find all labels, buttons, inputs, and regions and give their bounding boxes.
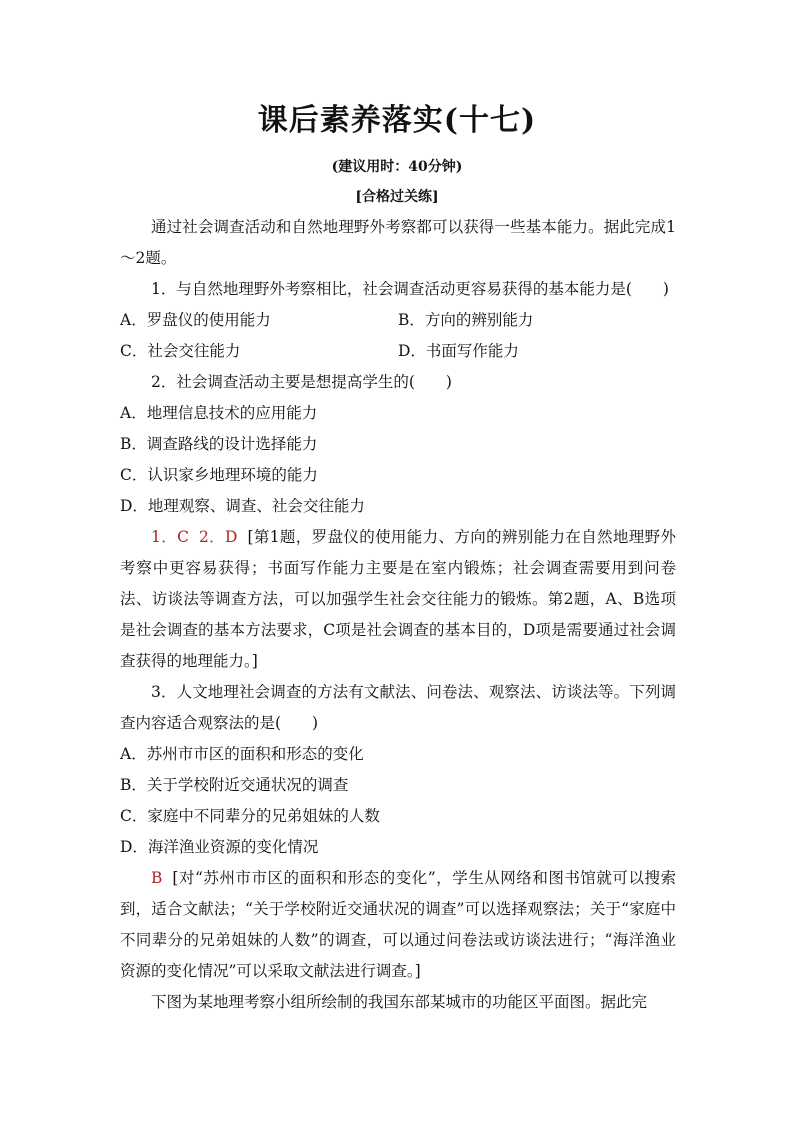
question-1-option-c: C．社会交往能力 (120, 342, 241, 360)
question-2-stem: 2．社会调查活动主要是想提高学生的( ) (151, 373, 452, 391)
passage-intro-1: 通过社会调查活动和自然地理野外考察都可以获得一些基本能力。据此完成1～2题。 (120, 218, 676, 267)
answer-key-q3: B (151, 869, 163, 887)
passage-intro-2: 下图为某地理考察小组所绘制的我国东部某城市的功能区平面图。据此完 (151, 993, 648, 1011)
question-3-option-b: B．关于学校附近交通状况的调查 (120, 776, 349, 794)
question-1-options-row-1 (120, 305, 676, 336)
question-1-stem: 1．与自然地理野外考察相比，社会调查活动更容易获得的基本能力是( ) (151, 280, 669, 298)
answer-key-q1: 1．C (151, 528, 189, 546)
question-3-stem: 3．人文地理社会调查的方法有文献法、问卷法、观察法、访谈法等。下列调查内容适合观察法的是( ) (120, 683, 676, 732)
question-2-option-d: D．地理观察、调查、社会交往能力 (120, 497, 365, 515)
page-title: 课后素养落实(十七) (257, 103, 537, 138)
answer-explanation-1-2 (120, 522, 676, 677)
content-body (120, 212, 676, 1018)
question-3-option-d: D．海洋渔业资源的变化情况 (120, 838, 319, 856)
question-1-option-d: D．书面写作能力 (398, 342, 519, 360)
question-2-option-c: C．认识家乡地理环境的能力 (120, 466, 318, 484)
explanation-text-3: [对“苏州市市区的面积和形态的变化”，学生从网络和图书馆就可以搜索到，适合文献法；“关于学校附近交通状况的调查”可以选择观察法；关于“家庭中不同辈分的兄弟姐妹的人数”的调查，可以通过问卷法或访谈法进行；“海洋渔业资源的变化情况”可以采取文献法进行调查。] (120, 869, 676, 980)
question-1-options-row-2 (120, 336, 676, 367)
question-3-option-a: A．苏州市市区的面积和形态的变化 (120, 745, 364, 763)
question-2-option-a: A．地理信息技术的应用能力 (120, 404, 318, 422)
answer-key-q2: 2．D (198, 528, 238, 546)
answer-explanation-3 (120, 863, 676, 987)
question-1-option-a: A．罗盘仪的使用能力 (120, 311, 271, 329)
question-1-option-b: B．方向的辨别能力 (398, 311, 534, 329)
time-hint: (建议用时：40分钟) (331, 159, 463, 175)
question-2-option-b: B．调查路线的设计选择能力 (120, 435, 318, 453)
explanation-text-1-2: [第1题，罗盘仪的使用能力、方向的辨别能力在自然地理野外考察中更容易获得；书面写作能力主要是在室内锻炼；社会调查需要用到问卷法、访谈法等调查方法，可以加强学生社会交往能力的锻炼。第2题，A、B选项是社会调查的基本方法要求，C项是社会调查的基本目的，D项是需要通过社会调查获得的地理能力。] (120, 528, 676, 670)
section-heading: [合格过关练] (355, 189, 439, 205)
question-3-option-c: C．家庭中不同辈分的兄弟姐妹的人数 (120, 807, 380, 825)
